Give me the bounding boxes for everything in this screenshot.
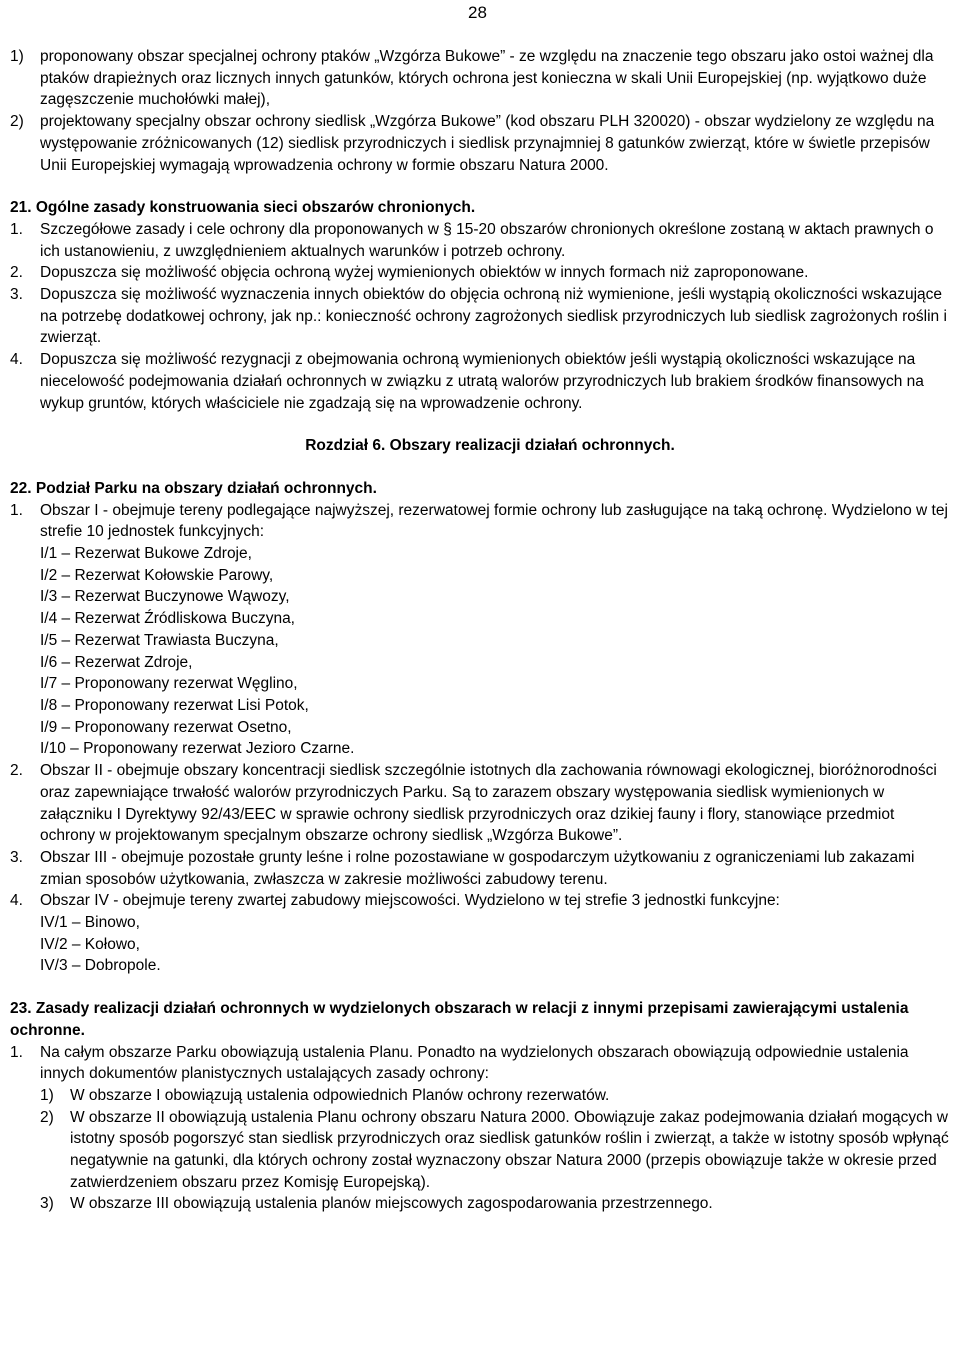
item-text: Szczegółowe zasady i cele ochrony dla proponowanych w § 15-20 obszarów chronionych określone zostaną w aktach prawnych o ich ustanowieniu, z uwzględnieniem aktualnych warunków i potrzeb ochrony. bbox=[40, 220, 934, 260]
list-item: IV/1 – Binowo, bbox=[40, 914, 140, 932]
list-item bbox=[10, 847, 950, 890]
item-number: 1) bbox=[40, 1086, 54, 1104]
list-item: I/5 – Rezerwat Trawiasta Buczyna, bbox=[40, 631, 279, 649]
item-text: proponowany obszar specjalnej ochrony ptaków „Wzgórza Bukowe” - ze względu na znaczenie tego obszaru jako ostoi ważnej dla ptaków drapieżnych oraz licznych innych gatunków, których ochrona jest konieczna w skali Unii Europejskiej (np. wyjątkowo duże zagęszczenie muchołówki małej), bbox=[40, 48, 934, 109]
list-item: I/2 – Rezerwat Kołowskie Parowy, bbox=[40, 566, 274, 584]
list-item: IV/2 – Kołowo, bbox=[40, 935, 140, 953]
item-text: Obszar I - obejmuje tereny podlegające najwyższej, rezerwatowej formie ochrony lub zasługujące na taką ochronę. Wydzielono w tej strefie 10 jednostek funkcyjnych: bbox=[40, 501, 948, 541]
sub-list-item bbox=[40, 1085, 950, 1107]
functional-units-list bbox=[40, 912, 950, 977]
item-number: 3. bbox=[10, 286, 23, 304]
page-number: 28 bbox=[468, 3, 487, 22]
chapter-title: Rozdział 6. Obszary realizacji działań ochronnych. bbox=[305, 437, 675, 455]
list-item: I/6 – Rezerwat Zdroje, bbox=[40, 653, 193, 671]
section-21-heading: 21. Ogólne zasady konstruowania sieci obszarów chronionych. bbox=[10, 199, 476, 217]
item-text: W obszarze II obowiązują ustalenia Planu ochrony obszaru Natura 2000. Obowiązuje zakaz podejmowania działań mogących w istotny sposób pogorszyć stan siedlisk przyrodniczych oraz siedlisk gatunków roślin i zwierząt, a także w istotny sposób wpłynąć negatywnie na gatunki, dla których ochrony został wyznaczony obszar Natura 2000 (przepis obowiązuje także w okresie przed zatwierdzeniem obszaru przez Komisję Europejską). bbox=[70, 1108, 949, 1191]
item-number: 2. bbox=[10, 762, 23, 780]
list-item bbox=[10, 262, 950, 284]
list-item: I/10 – Proponowany rezerwat Jezioro Czarne. bbox=[40, 740, 355, 758]
item-text: Obszar IV - obejmuje tereny zwartej zabudowy miejscowości. Wydzielono w tej strefie 3 jednostki funkcyjne: bbox=[40, 892, 780, 910]
list-item bbox=[10, 46, 950, 111]
document-body bbox=[10, 46, 950, 1215]
list-item bbox=[10, 219, 950, 262]
item-number: 4. bbox=[10, 892, 23, 910]
item-text: Obszar III - obejmuje pozostałe grunty leśne i rolne pozostawiane w gospodarczym użytkowaniu z ograniczeniami lub zakazami zmian sposobów użytkowania, zwłaszcza w zakresie możliwości zabudowy terenu. bbox=[40, 848, 915, 888]
item-text: Dopuszcza się możliwość objęcia ochroną wyżej wymienionych obiektów w innych formach niż zaproponowane. bbox=[40, 264, 809, 282]
list-item: I/9 – Proponowany rezerwat Osetno, bbox=[40, 718, 292, 736]
functional-units-list bbox=[40, 543, 950, 760]
item-text: W obszarze I obowiązują ustalenia odpowiednich Planów ochrony rezerwatów. bbox=[70, 1086, 610, 1104]
item-number: 1. bbox=[10, 220, 23, 238]
list-item: I/7 – Proponowany rezerwat Węglino, bbox=[40, 675, 298, 693]
list-item bbox=[10, 284, 950, 349]
item-text: Dopuszcza się możliwość wyznaczenia innych obiektów do objęcia ochroną niż wymienione, jeśli wystąpią okoliczności wskazujące na potrzebę dodatkowej ochrony, jak np.: konieczność ochrony zagrożonych siedlisk przyrodniczych lub siedlisk zagrożonych roślin i zwierząt. bbox=[40, 286, 947, 347]
list-item: I/1 – Rezerwat Bukowe Zdroje, bbox=[40, 545, 252, 563]
item-number: 2. bbox=[10, 264, 23, 282]
section-23-heading: 23. Zasady realizacji działań ochronnych w wydzielonych obszarach w relacji z innymi przepisami zawierającymi ustalenia ochronne. bbox=[10, 1000, 909, 1039]
list-item: IV/3 – Dobropole. bbox=[40, 957, 161, 975]
list-item bbox=[10, 890, 950, 977]
item-text: Dopuszcza się możliwość rezygnacji z obejmowania ochroną wymienionych obiektów jeśli wystąpią okoliczności wskazujące na niecelowość podejmowania działań ochronnych w związku z utratą walorów przyrodniczych lub brakiem środków finansowych na wykup gruntów, których właściciele nie zgadzają się na wprowadzenie ochrony. bbox=[40, 351, 924, 412]
list-item: I/4 – Rezerwat Źródliskowa Buczyna, bbox=[40, 610, 295, 628]
list-item bbox=[10, 349, 950, 414]
item-text: W obszarze III obowiązują ustalenia planów miejscowych zagospodarowania przestrzennego. bbox=[70, 1195, 713, 1213]
list-item bbox=[10, 760, 950, 847]
item-number: 1. bbox=[10, 501, 23, 519]
item-number: 3. bbox=[10, 848, 23, 866]
list-item: I/8 – Proponowany rezerwat Lisi Potok, bbox=[40, 696, 309, 714]
item-text: Obszar II - obejmuje obszary koncentracji siedlisk szczególnie istotnych dla zachowania równowagi ekologicznej, bioróżnorodności oraz zapewniające trwałość walorów przyrodniczych Parku. Są to zarazem obszary występowania siedlisk wymienionych w załączniku I Dyrektywy 92/43/EEC w sprawie ochrony siedlisk przyrodniczych oraz dzikiej fauny i flory, stanowiące przedmiot ochrony w projektowanym specjalnym obszarze ochrony siedlisk „Wzgórza Bukowe”. bbox=[40, 762, 937, 845]
list-item bbox=[10, 111, 950, 176]
list-item bbox=[10, 1042, 950, 1216]
item-number: 1. bbox=[10, 1043, 23, 1061]
section-22-heading: 22. Podział Parku na obszary działań ochronnych. bbox=[10, 479, 377, 497]
item-text: projektowany specjalny obszar ochrony siedlisk „Wzgórza Bukowe” (kod obszaru PLH 320020) - obszar wydzielony ze względu na występowanie zróżnicowanych (12) siedlisk przyrodniczych i siedlisk przynajmniej 8 gatunków zwierząt, które w świetle przepisów Unii Europejskiej wymagają wprowadzenia ochrony w formie obszaru Natura 2000. bbox=[40, 113, 935, 174]
sub-list-item bbox=[40, 1193, 950, 1215]
item-text: Na całym obszarze Parku obowiązują ustalenia Planu. Ponadto na wydzielonych obszarach obowiązują odpowiednie ustalenia innych dokumentów planistycznych ustalających zasady ochrony: bbox=[40, 1043, 909, 1083]
item-number: 4. bbox=[10, 351, 23, 369]
item-number: 2) bbox=[10, 113, 24, 131]
sub-list-item bbox=[40, 1107, 950, 1194]
item-number: 1) bbox=[10, 48, 24, 65]
item-number: 2) bbox=[40, 1108, 54, 1126]
item-number: 3) bbox=[40, 1195, 54, 1213]
list-item bbox=[10, 500, 950, 760]
list-item: I/3 – Rezerwat Buczynowe Wąwozy, bbox=[40, 588, 290, 606]
